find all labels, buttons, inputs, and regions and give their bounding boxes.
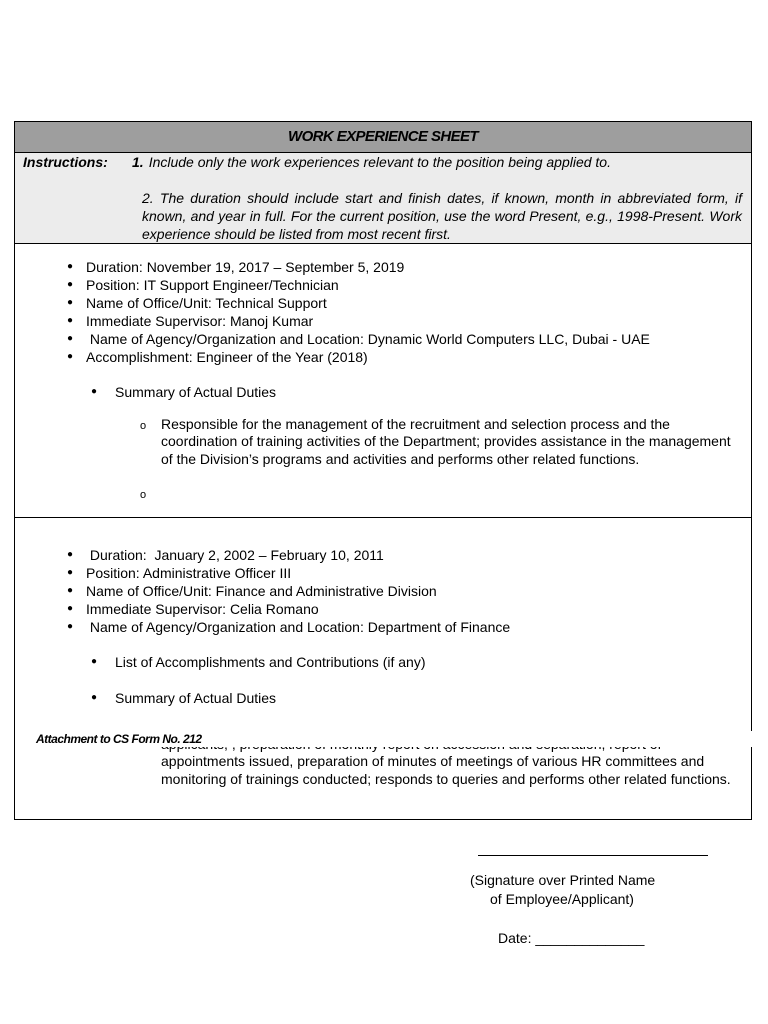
instruction-number-1: 1.: [132, 154, 144, 170]
entry-duration: Duration: January 2, 2002 – February 10, 2011: [86, 547, 384, 563]
summary-label: Summary of Actual Duties: [115, 690, 277, 706]
entry-supervisor: Immediate Supervisor: Celia Romano: [86, 601, 319, 617]
entry-agency: Name of Agency/Organization and Location: Department of Finance: [86, 619, 511, 635]
experience-entry-2: [15, 518, 751, 820]
instruction-number-2: 2.: [142, 190, 154, 206]
summary-label: Summary of Actual Duties: [115, 384, 277, 400]
bullet-icon: ●: [67, 621, 74, 632]
bullet-icon: ●: [67, 603, 74, 614]
bullet-icon: ●: [67, 297, 74, 308]
duty-description: Responsible for the management of the recruitment and selection process and the coordination of training activities of the Department; provides assistance in the management of the Division’s programs and activities and performs other related functions.: [161, 416, 731, 467]
instructions-box: [15, 153, 751, 244]
instruction-text-1: Include only the work experiences relevant to the position being applied to.: [148, 154, 611, 170]
accomplishments-label: List of Accomplishments and Contributions (if any): [115, 654, 426, 670]
bullet-icon: ●: [67, 585, 74, 596]
bullet-icon: ●: [67, 279, 74, 290]
date-field: Date: ______________: [498, 930, 645, 946]
bullet-icon: ●: [67, 567, 74, 578]
bullet-icon: ●: [67, 549, 74, 560]
attachment-footer-label: Attachment to CS Form No. 212: [34, 731, 756, 747]
entry-position: Position: IT Support Engineer/Technician: [86, 277, 339, 293]
signature-caption-line2: of Employee/Applicant): [490, 891, 634, 907]
signature-caption-line1: (Signature over Printed Name: [470, 872, 656, 888]
bullet-icon: ●: [67, 315, 74, 326]
instruction-item-2: [142, 189, 742, 243]
experience-entry-1: [15, 244, 751, 518]
bullet-icon: ●: [91, 692, 98, 703]
instruction-text-2: The duration should include start and finish dates, if known, month in abbreviated form, if known, and year in full. For the current position, use the word Present, e.g., 1998-Present. Work experience should be listed from most recent first.: [142, 190, 743, 242]
instructions-label: Instructions:: [23, 154, 108, 170]
entry-accomplishment: Accomplishment: Engineer of the Year (2018): [86, 349, 368, 365]
entry-duration: Duration: November 19, 2017 – September 5, 2019: [86, 259, 405, 275]
entry-office: Name of Office/Unit: Finance and Administrative Division: [86, 583, 437, 599]
entry-agency: Name of Agency/Organization and Location: Dynamic World Computers LLC, Dubai - UAE: [86, 331, 650, 347]
bullet-icon: ●: [91, 656, 98, 667]
sub-bullet-icon: o: [140, 420, 147, 432]
signature-line: [478, 855, 708, 856]
sub-bullet-icon: o: [140, 489, 147, 501]
instruction-item-1: [132, 154, 611, 170]
bullet-icon: ●: [91, 386, 98, 397]
entry-supervisor: Immediate Supervisor: Manoj Kumar: [86, 313, 314, 329]
bullet-icon: ●: [67, 333, 74, 344]
duty-description: appointments issued, preparation of minutes of meetings of various HR committees and monitoring of trainings conducted; responds to queries and performs other related functions.: [161, 753, 731, 787]
entry-position: Position: Administrative Officer III: [86, 565, 292, 581]
bullet-icon: ●: [67, 261, 74, 272]
bullet-icon: ●: [67, 351, 74, 362]
sheet-title: WORK EXPERIENCE SHEET: [15, 122, 751, 153]
entry-office: Name of Office/Unit: Technical Support: [86, 295, 327, 311]
work-experience-sheet: [14, 121, 752, 820]
